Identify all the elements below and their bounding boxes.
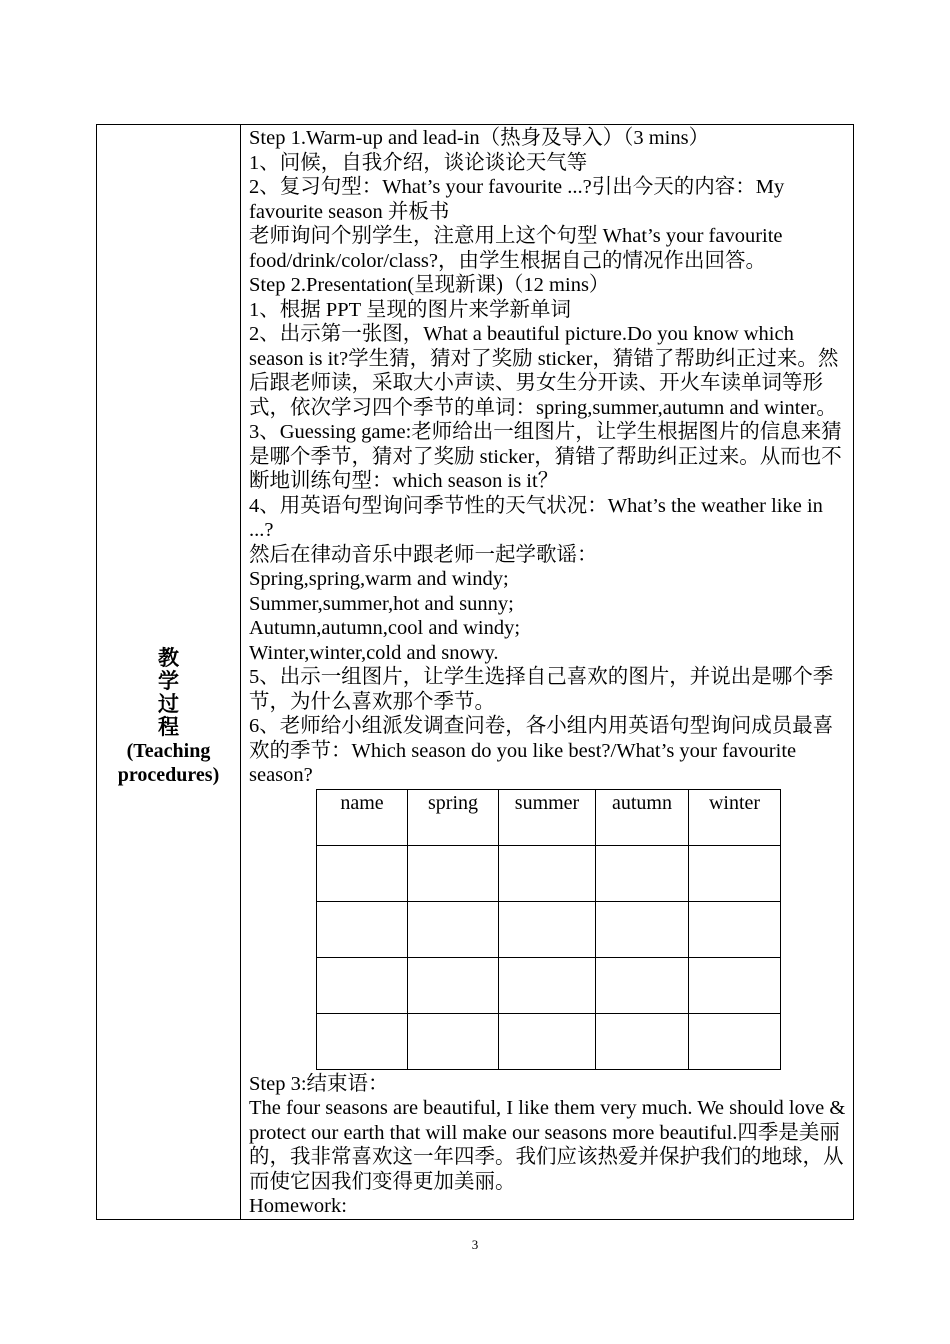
survey-cell [499, 1013, 596, 1069]
survey-cell [408, 845, 499, 901]
survey-cell [499, 901, 596, 957]
survey-cell [317, 957, 408, 1013]
survey-header-row [317, 789, 781, 845]
survey-row [317, 1013, 781, 1069]
survey-cell [499, 845, 596, 901]
step2-item2: 2、出示第一张图，What a beautiful picture.Do you know which season is it?学生猜，猜对了奖励 sticker，猜错了帮助纠正过来。然后跟老师读，采取大小声读、男女生分开读、开火车读单词等形式，依次学习四个季节的单词：spring,summer,autumn and winter。 [249, 323, 839, 419]
survey-cell [596, 1013, 689, 1069]
step2-item5: 5、出示一组图片，让学生选择自己喜欢的图片，并说出是哪个季节，为什么喜欢那个季节。 [249, 666, 834, 713]
survey-cell [317, 901, 408, 957]
step3-heading: Step 3:结束语： [249, 1072, 389, 1095]
procedure-content [249, 126, 849, 1219]
label-char: 教 [158, 646, 179, 670]
chant-line: Winter,winter,cold and snowy. [249, 641, 499, 664]
survey-cell [408, 1013, 499, 1069]
survey-row [317, 901, 781, 957]
survey-cell [408, 957, 499, 1013]
chant-line: Summer,summer,hot and sunny; [249, 592, 514, 615]
survey-header-cell: autumn [596, 789, 689, 845]
survey-cell [317, 1013, 408, 1069]
survey-table [316, 789, 781, 1070]
page-number: 3 [471, 1237, 479, 1252]
step1-heading: Step 1.Warm-up and lead-in（热身及导入）（3 mins） [249, 127, 710, 149]
step1-note: 老师询问个别学生，注意用上这个句型 What’s your favourite food/drink/color/class?，由学生根据自己的情况作出回答。 [249, 225, 783, 272]
chant-line: Spring,spring,warm and windy; [249, 568, 509, 590]
survey-row [317, 957, 781, 1013]
survey-cell [596, 957, 689, 1013]
step2-item6: 6、老师给小组派发调查问卷，各小组内用英语句型询问成员最喜欢的季节：Which season do you like best?/What’s your favourite season? [249, 715, 834, 786]
step2-item3: 3、Guessing game:老师给出一组图片，让学生根据图片的信息来猜是哪个季节，猜对了奖励 sticker，猜错了帮助纠正过来。从而也不断地训练句型：which season is it？ [249, 421, 842, 492]
survey-cell [689, 957, 781, 1013]
survey-cell [596, 901, 689, 957]
survey-cell [689, 901, 781, 957]
step1-item1: 1、问候，自我介绍，谈论谈论天气等 [249, 151, 588, 174]
survey-header-cell: winter [689, 789, 781, 845]
survey-cell [689, 845, 781, 901]
closing-remark: The four seasons are beautiful, I like them very much. We should love & protect our earth that will make our seasons more beautiful.四季是美丽的，我非常喜欢这一年四季。我们应该热爱并保护我们的地球，从而使它因我们变得更加美丽。 [249, 1097, 846, 1193]
step2-item4: 4、用英语句型询问季节性的天气状况：What’s the weather like in ...? [249, 494, 823, 541]
survey-header-cell: name [317, 789, 408, 845]
label-english-1: (Teaching [126, 740, 211, 762]
row-label [97, 647, 240, 787]
survey-cell [499, 957, 596, 1013]
survey-cell [689, 1013, 781, 1069]
column-divider [240, 125, 241, 1219]
survey-row [317, 845, 781, 901]
step1-item2: 2、复习句型：What’s your favourite ...?引出今天的内容：My favourite season 并板书 [249, 176, 785, 223]
step2-item1: 1、根据 PPT 呈现的图片来学新单词 [249, 298, 571, 321]
survey-cell [408, 901, 499, 957]
label-char: 过 [158, 692, 179, 716]
label-char: 程 [158, 715, 179, 739]
chant-intro: 然后在律动音乐中跟老师一起学歌谣： [249, 543, 598, 566]
step2-heading: Step 2.Presentation(呈现新课)（12 mins） [249, 274, 610, 296]
survey-header-cell: summer [499, 789, 596, 845]
homework-heading: Homework: [249, 1195, 347, 1217]
survey-cell [596, 845, 689, 901]
survey-cell [317, 845, 408, 901]
survey-header-cell: spring [408, 789, 499, 845]
chant-line: Autumn,autumn,cool and windy; [249, 617, 521, 639]
label-char: 学 [158, 669, 179, 693]
label-english-2: procedures) [117, 764, 220, 786]
